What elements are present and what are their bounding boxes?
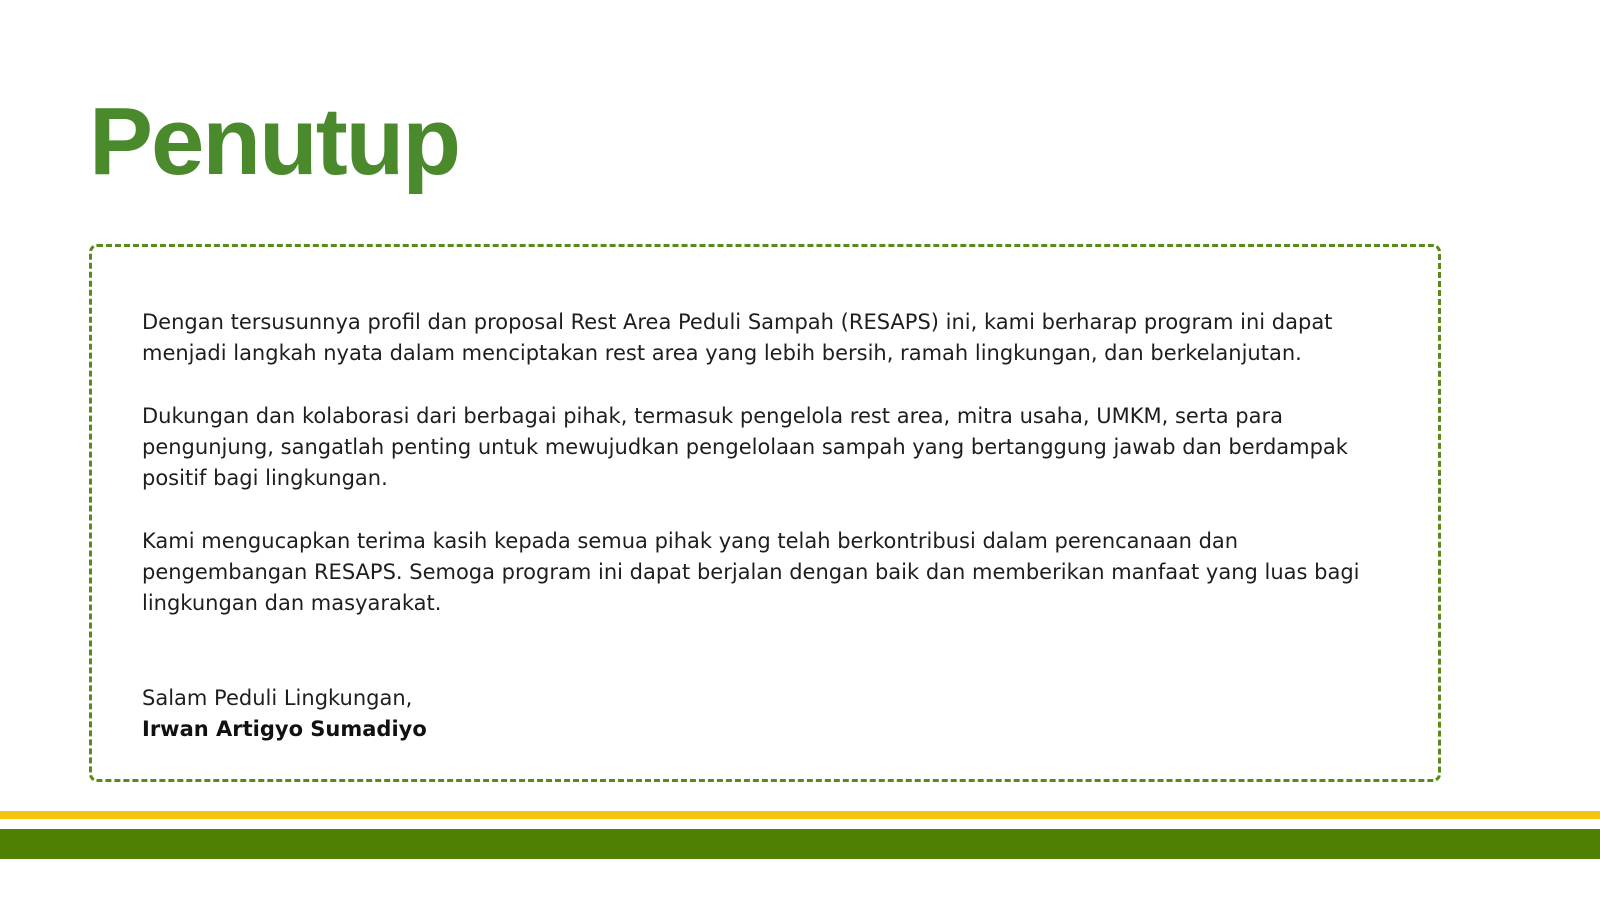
paragraph-support: Dukungan dan kolaborasi dari berbagai pihak, termasuk pengelola rest area, mitra usaha, UMKM, serta para pengunjung, sangatlah penting untuk mewujudkan pengelolaan sampah yang bertanggung jawab dan berdampak positif bagi lingkungan.: [142, 404, 1348, 490]
paragraph-thanks: Kami mengucapkan terima kasih kepada semua pihak yang telah berkontribusi dalam perencanaan dan pengembangan RESAPS. Semoga program ini dapat berjalan dengan baik dan memberikan manfaat yang luas bagi lingkungan dan masyarakat.: [142, 529, 1360, 615]
footer-stripe-yellow: [0, 811, 1600, 819]
signer-name: Irwan Artigyo Sumadiyo: [142, 717, 427, 741]
paragraph-hope: Dengan tersusunnya profil dan proposal Rest Area Peduli Sampah (RESAPS) ini, kami berharap program ini dapat menjadi langkah nyata dalam menciptakan rest area yang lebih bersih, ramah lingkungan, dan berkelanjutan.: [142, 310, 1333, 365]
closing-greeting: Salam Peduli Lingkungan,: [142, 686, 413, 710]
closing-message-box: [89, 244, 1441, 782]
footer-stripe-green: [0, 829, 1600, 859]
slide-title: Penutup: [89, 88, 459, 195]
closing-signature: [142, 683, 1388, 745]
